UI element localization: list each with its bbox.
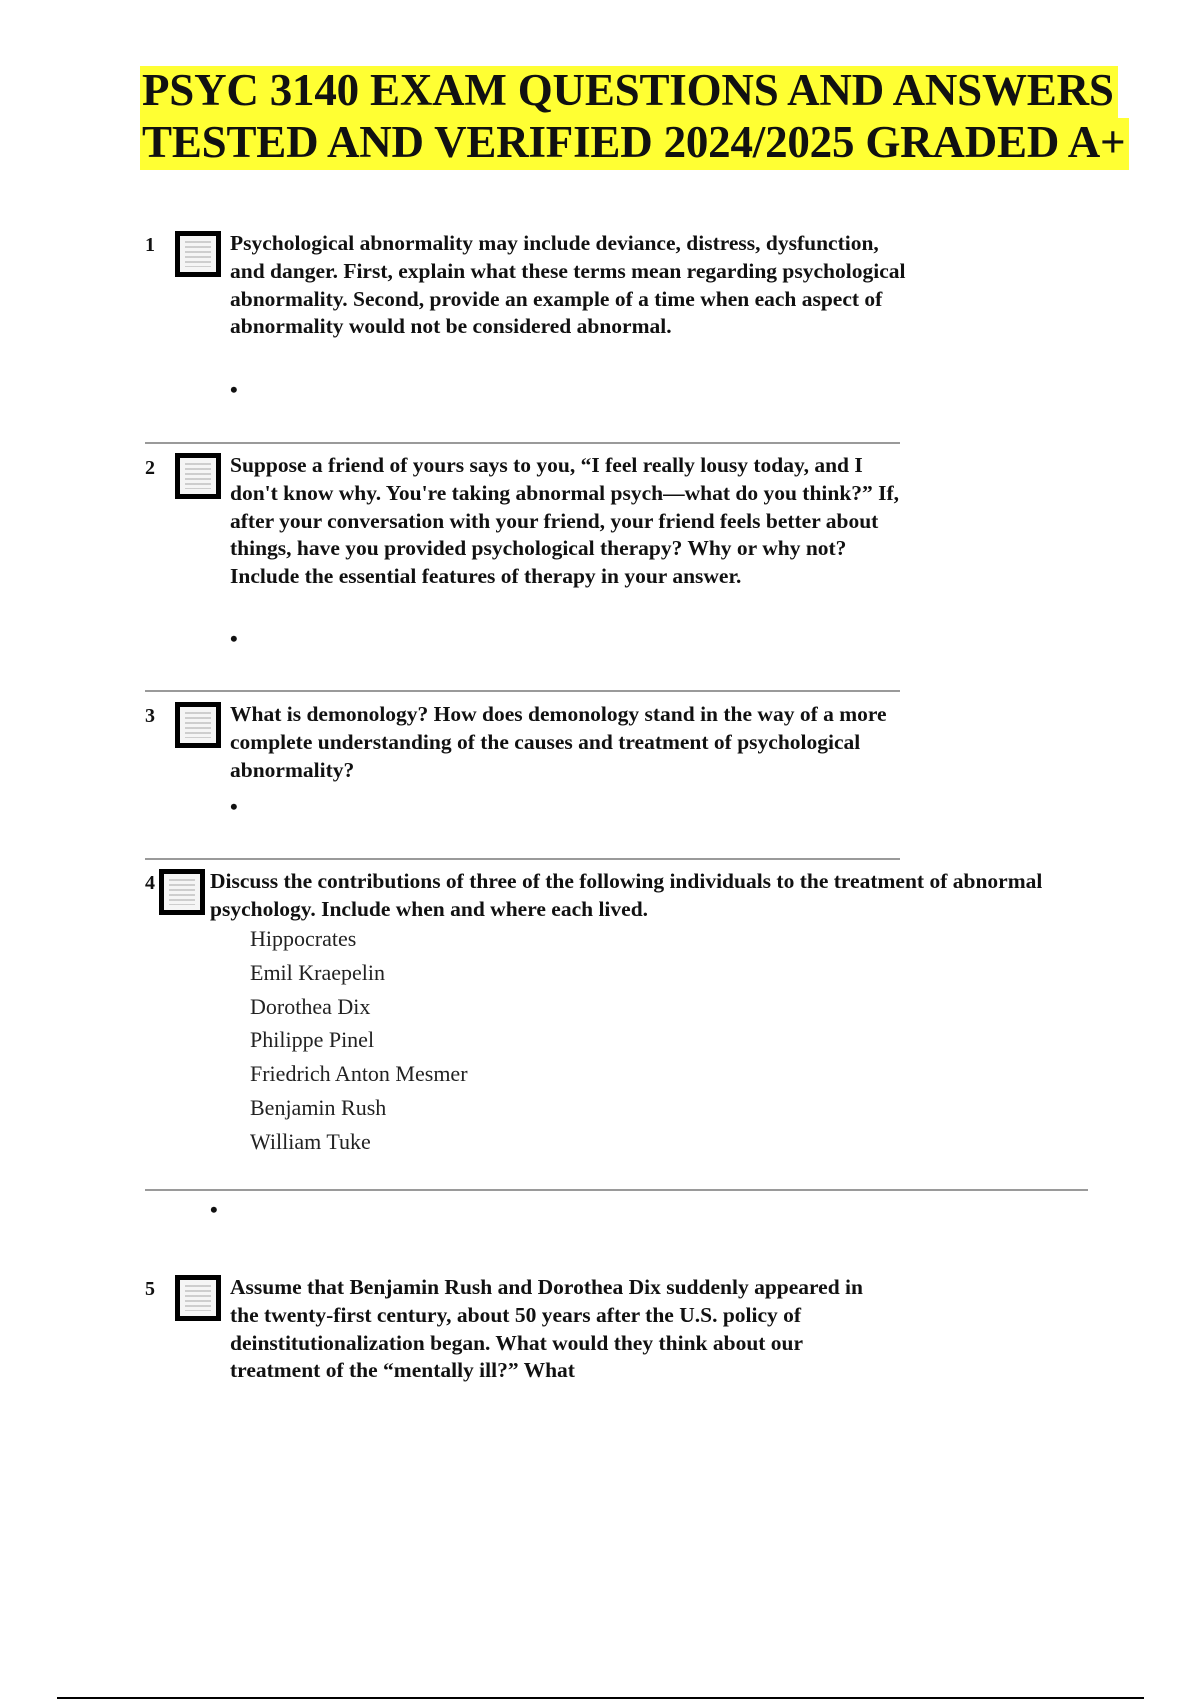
page-bottom-rule [57, 1697, 1144, 1699]
question-text: Discuss the contributions of three of the following individuals to the treatment of abnormal psychology. Include when and where each lived. [210, 869, 1043, 921]
divider [145, 442, 900, 444]
document-icon [175, 702, 221, 748]
list-item: Philippe Pinel [250, 1027, 375, 1053]
question-text: What is demonology? How does demonology stand in the way of a more complete understanding of the causes and treatment of psychological abnormality? [230, 702, 887, 782]
list-item: Dorothea Dix [250, 993, 371, 1019]
list-item: Emil Kraepelin [250, 959, 386, 985]
question-number: 2 [145, 457, 155, 479]
document-icon [159, 869, 205, 915]
list-item: Benjamin Rush [250, 1094, 387, 1120]
question-number: 3 [145, 705, 155, 727]
document-icon [175, 1275, 221, 1321]
question-number: 4 [145, 872, 155, 894]
answer-bullet: • [230, 377, 238, 402]
list-item: William Tuke [250, 1128, 371, 1154]
document-icon [175, 231, 221, 277]
list-item: Hippocrates [250, 926, 357, 951]
question-number: 1 [145, 234, 155, 256]
answer-bullet: • [230, 626, 238, 651]
divider [145, 690, 900, 692]
list-item: Friedrich Anton Mesmer [250, 1061, 468, 1087]
document-icon [175, 453, 221, 499]
question-text: Assume that Benjamin Rush and Dorothea Dix suddenly appeared in the twenty-first century, about 50 years after the U.S. policy of deinstitutionalization began. What would they think about our treatment of the “mentally ill?” What [230, 1275, 863, 1383]
answer-bullet: • [230, 794, 238, 819]
divider [145, 1189, 1088, 1191]
individuals-list [250, 922, 468, 1159]
page-title [140, 66, 1129, 170]
question-text: Suppose a friend of yours says to you, “I feel really lousy today, and I don't know why. You're taking abnormal psych—what do you think?” If, after your conversation with your friend, your friend feels better about things, have you provided psychological therapy? Why or why not? Include the essential features of therapy in your answer. [230, 453, 900, 589]
question-number: 5 [145, 1278, 155, 1300]
title-line-2: TESTED AND VERIFIED 2024/2025 GRADED A+ [140, 118, 1129, 170]
title-line-1: PSYC 3140 EXAM QUESTIONS AND ANSWERS [140, 66, 1118, 118]
divider [145, 858, 900, 860]
answer-bullet: • [210, 1197, 218, 1222]
question-text: Psychological abnormality may include deviance, distress, dysfunction, and danger. First, explain what these terms mean regarding psychological abnormality. Second, provide an example of a time when each aspect of abnormality would not be considered abnormal. [230, 231, 906, 339]
